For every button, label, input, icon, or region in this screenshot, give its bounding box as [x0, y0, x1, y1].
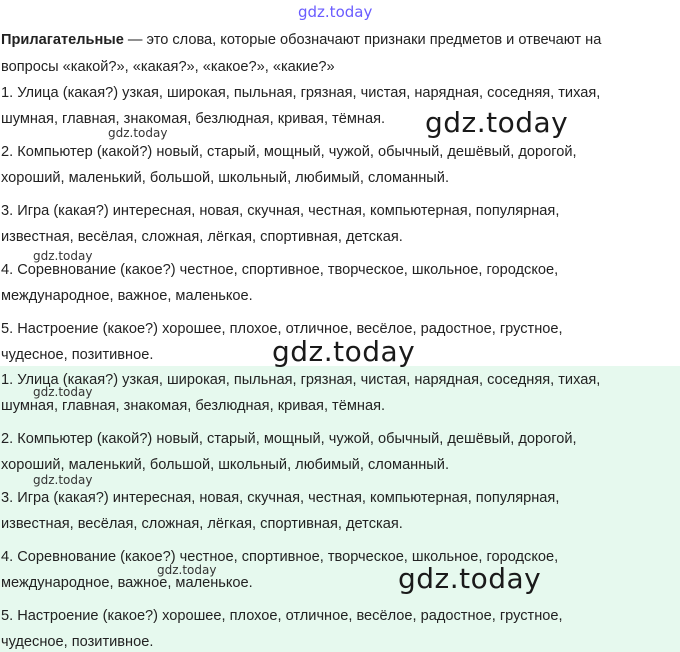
watermark-small-2: gdz.today	[33, 249, 93, 263]
answer-item-5-line-2: чудесное, позитивное.	[1, 634, 154, 650]
intro-line-2: вопросы «какой?», «какая?», «какое?», «какие?»	[1, 59, 335, 75]
watermark-small-5: gdz.today	[157, 563, 217, 577]
answer-item-4-line-2: международное, важное, маленькое.	[1, 575, 253, 591]
watermark-large-2: gdz.today	[272, 335, 416, 368]
exercise-item-3-line-2: известная, весёлая, сложная, лёгкая, спортивная, детская.	[1, 229, 403, 245]
intro-definition: — это слова, которые обозначают признаки предметов и отвечают на	[123, 32, 602, 48]
watermark-large-3: gdz.today	[398, 562, 542, 595]
exercise-item-5-line-1: 5. Настроение (какое?) хорошее, плохое, отличное, весёлое, радостное, грустное,	[1, 321, 563, 337]
exercise-item-2-line-2: хороший, маленький, большой, школьный, любимый, сломанный.	[1, 170, 449, 186]
watermark-small-3: gdz.today	[33, 385, 93, 399]
intro-term: Прилагательные	[1, 32, 124, 48]
exercise-item-5-line-2: чудесное, позитивное.	[1, 347, 154, 363]
answer-item-5-line-1: 5. Настроение (какое?) хорошее, плохое, отличное, весёлое, радостное, грустное,	[1, 608, 563, 624]
exercise-item-1-line-2: шумная, главная, знакомая, безлюдная, кривая, тёмная.	[1, 111, 386, 127]
exercise-item-3-line-1: 3. Игра (какая?) интересная, новая, скучная, честная, компьютерная, популярная,	[1, 203, 560, 219]
exercise-item-4-line-2: международное, важное, маленькое.	[1, 288, 253, 304]
answer-item-2-line-2: хороший, маленький, большой, школьный, любимый, сломанный.	[1, 457, 449, 473]
watermark-large-1: gdz.today	[425, 106, 569, 139]
exercise-item-4-line-1: 4. Соревнование (какое?) честное, спортивное, творческое, школьное, городское,	[1, 262, 559, 278]
answer-item-3-line-2: известная, весёлая, сложная, лёгкая, спортивная, детская.	[1, 516, 403, 532]
answer-item-4-line-1: 4. Соревнование (какое?) честное, спортивное, творческое, школьное, городское,	[1, 549, 559, 565]
exercise-item-2-line-1: 2. Компьютер (какой?) новый, старый, мощный, чужой, обычный, дешёвый, дорогой,	[1, 144, 577, 160]
answer-item-1-line-2: шумная, главная, знакомая, безлюдная, кривая, тёмная.	[1, 398, 386, 414]
answer-item-2-line-1: 2. Компьютер (какой?) новый, старый, мощный, чужой, обычный, дешёвый, дорогой,	[1, 431, 577, 447]
intro-line-1	[1, 31, 601, 49]
exercise-item-1-line-1: 1. Улица (какая?) узкая, широкая, пыльная, грязная, чистая, нарядная, соседняя, тихая,	[1, 85, 601, 101]
answer-item-3-line-1: 3. Игра (какая?) интересная, новая, скучная, честная, компьютерная, популярная,	[1, 490, 560, 506]
answer-item-1-line-1: 1. Улица (какая?) узкая, широкая, пыльная, грязная, чистая, нарядная, соседняя, тихая,	[1, 372, 601, 388]
watermark-small-1: gdz.today	[108, 126, 168, 140]
watermark-small-4: gdz.today	[33, 473, 93, 487]
site-watermark-top: gdz.today	[298, 3, 373, 21]
